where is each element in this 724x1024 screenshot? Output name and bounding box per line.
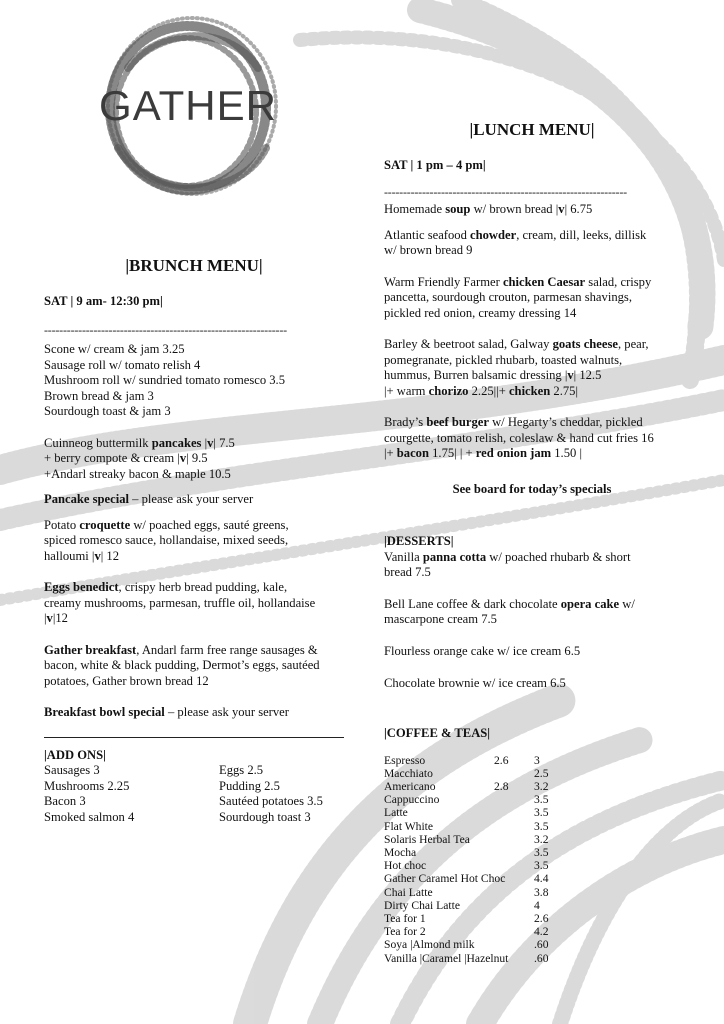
logo-wordmark: GATHER: [99, 82, 277, 129]
pancake-special: Pancake special – please ask your server: [44, 492, 254, 506]
coffee-price-large: 3.5: [534, 845, 549, 859]
addon-item: Smoked salmon 4: [44, 809, 135, 824]
coffee-price-small: [494, 806, 534, 819]
coffee-price-small: [494, 952, 534, 965]
brunch-title: |BRUNCH MENU|: [125, 256, 263, 275]
lunch-section: [384, 186, 680, 497]
coffee-price-small: [494, 859, 534, 872]
specials-note: See board for today’s specials: [452, 481, 612, 496]
coffee-price-small: [494, 846, 534, 859]
caesar-item: Warm Friendly Farmer chicken Caesar salad, crispy pancetta, sourdough crouton, parmesan shavings, pickled red onion, creamy dressing 14: [384, 274, 652, 320]
coffee-price-large: 4.2: [534, 925, 549, 939]
lunch-time-wrap: [384, 158, 486, 173]
breakfast-item: Gather breakfast, Andarl farm free range sausages & bacon, white & black pudding, Dermot’s eggs, sautéed potatoes, Gather brown bread 12: [44, 642, 320, 688]
addon-item: Pudding 2.5: [219, 778, 280, 793]
brunch-item: Sausage roll w/ tomato relish 4: [44, 357, 201, 372]
coffee-title: |COFFEE & TEAS|: [384, 726, 491, 740]
brunch-item: Sourdough toast & jam 3: [44, 404, 171, 418]
orange-cake-item: Flourless orange cake w/ ice cream 6.5: [384, 643, 581, 658]
coffee-price-small: [494, 793, 534, 806]
benedict-item: Eggs benedict, crispy herb bread pudding, kale, creamy mushrooms, parmesan, truffle oil, hollandaise |v|12: [44, 580, 316, 625]
panna-cotta-item: Vanilla panna cotta w/ poached rhubarb & short bread 7.5: [384, 549, 631, 579]
pancakes-item: Cuinneog buttermilk pancakes |v| 7.5 + berry compote & cream |v| 9.5 +Andarl streaky bacon & maple 10.5: [44, 435, 235, 481]
coffee-name: Americano: [384, 779, 436, 793]
coffee-price-large: 3.2: [534, 779, 549, 793]
addon-item: Mushrooms 2.25: [44, 778, 130, 793]
coffee-name: Solaris Herbal Tea: [384, 832, 470, 846]
chowder-item: Atlantic seafood chowder, cream, dill, leeks, dillisk w/ brown bread 9: [384, 227, 647, 257]
addons-title: |ADD ONS|: [44, 747, 106, 762]
opera-cake-item: Bell Lane coffee & dark chocolate opera cake w/ mascarpone cream 7.5: [384, 596, 635, 626]
coffee-price-large: 3.5: [534, 819, 549, 833]
coffee-name: Mocha: [384, 845, 417, 859]
coffee-price-large: 3: [534, 753, 540, 767]
desserts-section: [384, 534, 680, 692]
coffee-price-large: .60: [534, 938, 549, 952]
coffee-name: Dirty Chai Latte: [384, 898, 460, 912]
lunch-time: SAT | 1 pm – 4 pm|: [384, 158, 486, 172]
coffee-price-large: 3.8: [534, 885, 549, 899]
coffee-name: Macchiato: [384, 766, 433, 780]
coffee-price-list: [384, 754, 624, 965]
coffee-price-large: 4: [534, 898, 540, 912]
coffee-price-large: 3.5: [534, 793, 549, 807]
coffee-name: Vanilla |Caramel |Hazelnut: [384, 951, 509, 965]
addon-item: Sausages 3: [44, 763, 100, 777]
coffee-name: Cappuccino: [384, 793, 440, 807]
brunch-time: SAT | 9 am- 12:30 pm|: [44, 294, 163, 308]
addon-item: Sautéed potatoes 3.5: [219, 794, 323, 808]
coffee-name: Espresso: [384, 753, 426, 767]
coffee-name: Tea for 2: [384, 925, 426, 939]
goats-cheese-item: Barley & beetroot salad, Galway goats cheese, pear, pomegranate, pickled rhubarb, toasted walnuts, hummus, Burren balsamic dressing |v| 12.5 |+ warm chorizo 2.25||+ chicken 2.75|: [384, 337, 649, 398]
addon-item: Eggs 2.5: [219, 763, 264, 777]
coffee-price-small: [494, 872, 534, 885]
coffee-price-large: 2.5: [534, 766, 549, 780]
burger-item: Brady’s beef burger w/ Hegarty’s cheddar, pickled courgette, tomato relish, coleslaw & hand cut fries 16 |+ bacon 1.75| | + red onion jam 1.50 |: [384, 415, 654, 460]
coffee-price-small: [494, 767, 534, 780]
lunch-divider: ----------------------------------------------------------------: [384, 186, 627, 198]
coffee-price-large: .60: [534, 951, 549, 965]
brunch-time-wrap: [44, 294, 163, 309]
coffee-price-large: 2.6: [534, 911, 549, 925]
brownie-item: Chocolate brownie w/ ice cream 6.5: [384, 676, 566, 690]
coffee-price-small: [494, 938, 534, 951]
coffee-price-small: 2.6: [494, 753, 509, 767]
breakfast-bowl-special: Breakfast bowl special – please ask your server: [44, 705, 289, 719]
coffee-name: Tea for 1: [384, 911, 426, 925]
addon-item: Bacon 3: [44, 794, 86, 808]
brunch-item: Brown bread & jam 3: [44, 388, 154, 403]
addon-item: Sourdough toast 3: [219, 809, 311, 824]
brunch-title-wrap: [44, 256, 344, 276]
coffee-name: Flat White: [384, 819, 434, 833]
coffee-name: Hot choc: [384, 859, 427, 873]
coffee-price-small: [494, 820, 534, 833]
coffee-price-large: 3.5: [534, 806, 549, 820]
coffee-price-large: 3.2: [534, 832, 549, 846]
desserts-title: |DESSERTS|: [384, 534, 454, 548]
brunch-divider: ----------------------------------------------------------------: [44, 324, 287, 336]
coffee-section: [384, 726, 624, 965]
brunch-section: [44, 324, 344, 825]
lunch-title: |LUNCH MENU|: [469, 120, 595, 139]
addons-list: [44, 763, 344, 825]
coffee-price-small: [494, 886, 534, 899]
coffee-price-small: [494, 925, 534, 938]
brunch-item: Scone w/ cream & jam 3.25: [44, 342, 185, 356]
soup-item: Homemade soup w/ brown bread |v| 6.75: [384, 202, 593, 216]
coffee-price-small: [494, 912, 534, 925]
coffee-price-small: 2.8: [494, 779, 509, 793]
croquette-item: Potato croquette w/ poached eggs, sauté greens, spiced romesco sauce, hollandaise, mixed seeds, halloumi |v| 12: [44, 517, 289, 563]
coffee-price-large: 3.5: [534, 859, 549, 873]
gather-logo: [88, 8, 288, 218]
coffee-price-small: [494, 899, 534, 912]
coffee-name: Latte: [384, 806, 408, 820]
coffee-price-small: [494, 833, 534, 846]
lunch-title-wrap: [384, 120, 680, 140]
coffee-name: Gather Caramel Hot Choc: [384, 872, 506, 886]
brunch-item: Mushroom roll w/ sundried tomato romesco 3.5: [44, 373, 286, 387]
coffee-name: Chai Latte: [384, 885, 433, 899]
coffee-price-large: 4.4: [534, 872, 549, 886]
coffee-name: Soya |Almond milk: [384, 938, 475, 952]
